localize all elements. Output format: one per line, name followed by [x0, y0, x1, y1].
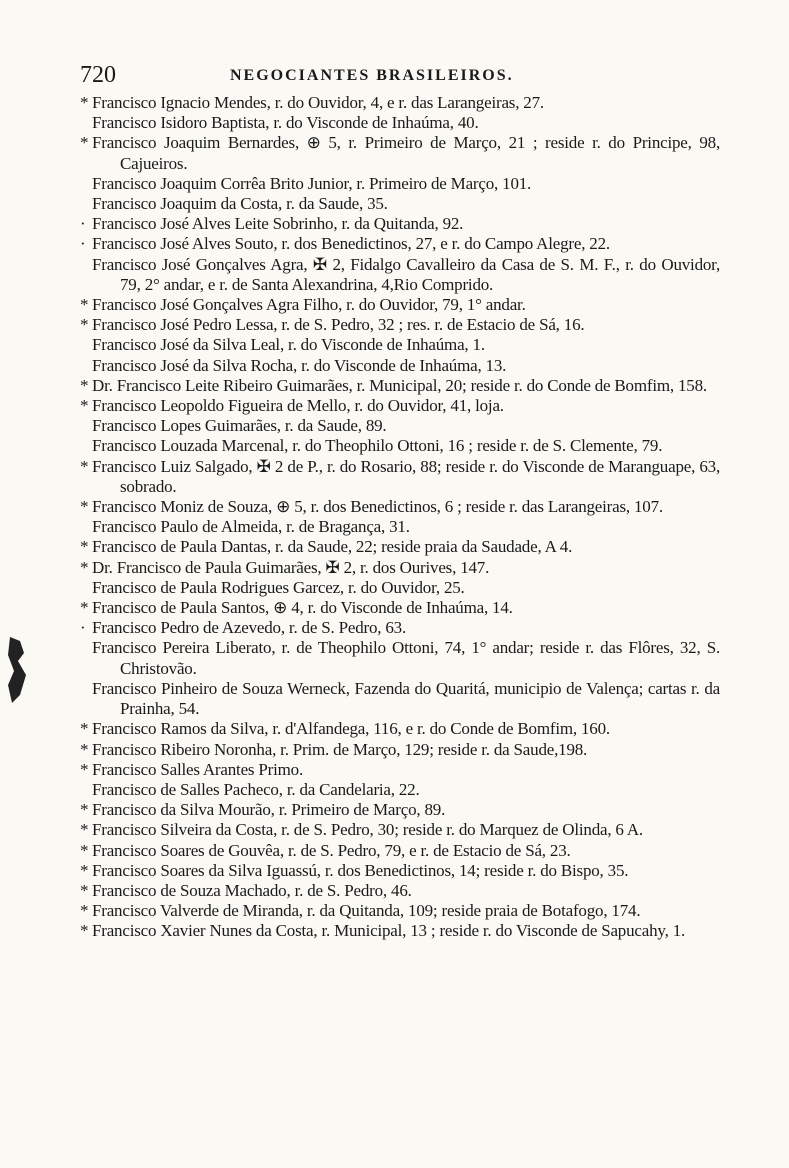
page-title: NEGOCIANTES BRASILEIROS. — [230, 67, 514, 84]
directory-entry — [80, 93, 720, 113]
entry-text: Francisco Leopoldo Figueira de Mello, r. do Ouvidor, 41, loja. — [92, 396, 504, 416]
entry-mark: · — [80, 234, 86, 254]
directory-entry — [80, 497, 720, 517]
entry-mark: * — [80, 800, 89, 820]
directory-entry — [80, 719, 720, 739]
entry-text: Francisco Joaquim da Costa, r. da Saude, 35. — [92, 194, 388, 214]
entry-text: Francisco Ramos da Silva, r. d'Alfandega, 116, e r. do Conde de Bomfim, 160. — [92, 719, 610, 739]
entry-text: Francisco Valverde de Miranda, r. da Quitanda, 109; reside praia de Botafogo, 174. — [92, 901, 641, 921]
entry-text: Francisco José Gonçalves Agra Filho, r. do Ouvidor, 79, 1° andar. — [92, 295, 526, 315]
directory-entry — [80, 315, 720, 335]
entry-text: Francisco Silveira da Costa, r. de S. Pedro, 30; reside r. do Marquez de Olinda, 6 A. — [92, 820, 643, 840]
entry-text: Francisco Paulo de Almeida, r. de Bragança, 31. — [92, 517, 410, 537]
entry-mark: * — [80, 396, 89, 416]
directory-entry — [80, 436, 720, 456]
directory-entry — [80, 113, 720, 133]
directory-entry — [80, 598, 720, 618]
entry-mark: * — [80, 456, 89, 476]
entry-text: Francisco José Gonçalves Agra, ✠ 2, Fidalgo Cavalleiro da Casa de S. M. F., r. do Ouvidor, 79, 2° andar, e r. de Santa Alexandrina, 4,Rio Comprido. — [92, 254, 720, 294]
directory-entry — [80, 780, 720, 800]
directory-entry — [80, 618, 720, 638]
entry-text: Francisco José da Silva Leal, r. do Visconde de Inhaúma, 1. — [92, 335, 485, 355]
entry-text: Francisco José da Silva Rocha, r. do Visconde de Inhaúma, 13. — [92, 355, 507, 375]
directory-entry — [80, 841, 720, 861]
directory-entry — [80, 174, 720, 194]
entry-mark: * — [80, 497, 89, 517]
entry-text: Francisco Louzada Marcenal, r. do Theophilo Ottoni, 16 ; reside r. de S. Clemente, 79. — [92, 436, 663, 456]
entry-text: Francisco de Paula Rodrigues Garcez, r. do Ouvidor, 25. — [92, 577, 465, 597]
entry-text: Francisco Soares da Silva Iguassú, r. dos Benedictinos, 14; reside r. do Bispo, 35. — [92, 860, 629, 880]
entry-text: Dr. Francisco Leite Ribeiro Guimarães, r. Municipal, 20; reside r. do Conde de Bomfim, 158. — [92, 375, 707, 395]
entry-text: Francisco Ribeiro Noronha, r. Prim. de Março, 129; reside r. da Saude,198. — [92, 739, 588, 759]
entry-mark: * — [80, 598, 89, 618]
entry-mark: * — [80, 860, 89, 880]
entry-mark: * — [80, 557, 89, 577]
directory-entry — [80, 295, 720, 315]
directory-entry — [80, 901, 720, 921]
entry-text: Francisco de Souza Machado, r. de S. Pedro, 46. — [92, 880, 412, 900]
entry-mark: * — [80, 295, 89, 315]
entry-text: Francisco Joaquim Corrêa Brito Junior, r. Primeiro de Março, 101. — [92, 173, 532, 193]
directory-entry — [80, 234, 720, 254]
entry-mark: * — [80, 840, 89, 860]
entry-mark: * — [80, 719, 89, 739]
directory-entry — [80, 679, 720, 719]
entry-mark: · — [80, 214, 86, 234]
entry-mark: · — [80, 618, 86, 638]
directory-entries — [80, 93, 720, 942]
directory-entry — [80, 861, 720, 881]
entry-text: Francisco Isidoro Baptista, r. do Visconde de Inhaúma, 40. — [92, 113, 479, 133]
directory-entry — [80, 194, 720, 214]
directory-entry — [80, 921, 720, 941]
entry-text: Francisco Pinheiro de Souza Werneck, Fazenda do Quaritá, municipio de Valença; cartas r. da Prainha, 54. — [92, 678, 720, 719]
entry-text: Francisco de Paula Dantas, r. da Saude, 22; reside praia da Saudade, A 4. — [92, 537, 573, 557]
directory-entry — [80, 881, 720, 901]
entry-text: Dr. Francisco de Paula Guimarães, ✠ 2, r. dos Ourives, 147. — [92, 557, 490, 577]
directory-entry — [80, 638, 720, 678]
entry-text: Francisco Salles Arantes Primo. — [92, 759, 303, 779]
entry-mark: * — [80, 759, 89, 779]
entry-mark: * — [80, 901, 89, 921]
directory-entry — [80, 740, 720, 760]
page-header — [80, 62, 720, 92]
directory-entry — [80, 537, 720, 557]
directory-entry — [80, 820, 720, 840]
entry-mark: * — [80, 537, 89, 557]
directory-entry — [80, 800, 720, 820]
directory-entry — [80, 396, 720, 416]
directory-entry — [80, 578, 720, 598]
entry-text: Francisco Pereira Liberato, r. de Theophilo Ottoni, 74, 1° andar; reside r. das Flôres, 32, S. Christovão. — [92, 638, 720, 678]
directory-entry — [80, 335, 720, 355]
page-number: 720 — [80, 62, 116, 88]
entry-text: Francisco Lopes Guimarães, r. da Saude, 89. — [92, 416, 387, 436]
directory-entry — [80, 133, 720, 173]
entry-mark: * — [80, 820, 89, 840]
entry-text: Francisco Joaquim Bernardes, ⊕ 5, r. Primeiro de Março, 21 ; reside r. do Principe, 98, Cajueiros. — [92, 133, 720, 173]
directory-entry — [80, 416, 720, 436]
entry-text: Francisco Soares de Gouvêa, r. de S. Pedro, 79, e r. de Estacio de Sá, 23. — [92, 840, 571, 860]
entry-text: Francisco José Alves Souto, r. dos Benedictinos, 27, e r. do Campo Alegre, 22. — [92, 234, 610, 254]
entry-mark: * — [80, 375, 89, 395]
entry-mark: * — [80, 880, 89, 900]
entry-text: Francisco Pedro de Azevedo, r. de S. Pedro, 63. — [92, 618, 407, 638]
ink-blot — [6, 635, 28, 705]
directory-entry — [80, 214, 720, 234]
directory-entry — [80, 255, 720, 295]
directory-entry — [80, 376, 720, 396]
entry-mark: * — [80, 739, 89, 759]
directory-entry — [80, 457, 720, 497]
directory-entry — [80, 356, 720, 376]
entry-text: Francisco de Salles Pacheco, r. da Candelaria, 22. — [92, 779, 420, 799]
entry-text: Francisco José Alves Leite Sobrinho, r. da Quitanda, 92. — [92, 214, 464, 234]
entry-text: Francisco Xavier Nunes da Costa, r. Municipal, 13 ; reside r. do Visconde de Sapucahy, 1. — [92, 921, 686, 941]
entry-text: Francisco Moniz de Souza, ⊕ 5, r. dos Benedictinos, 6 ; reside r. das Larangeiras, 107. — [92, 497, 663, 517]
directory-entry — [80, 558, 720, 578]
entry-text: Francisco da Silva Mourão, r. Primeiro de Março, 89. — [92, 800, 446, 820]
entry-text: Francisco de Paula Santos, ⊕ 4, r. do Visconde de Inhaúma, 14. — [92, 598, 513, 618]
entry-mark: * — [80, 133, 89, 153]
directory-entry — [80, 517, 720, 537]
entry-text: Francisco José Pedro Lessa, r. de S. Pedro, 32 ; res. r. de Estacio de Sá, 16. — [92, 315, 585, 335]
directory-entry — [80, 760, 720, 780]
entry-mark: * — [80, 921, 89, 941]
entry-mark: * — [80, 315, 89, 335]
entry-mark: * — [80, 93, 89, 112]
entry-text: Francisco Ignacio Mendes, r. do Ouvidor, 4, e r. das Larangeiras, 27. — [92, 93, 544, 112]
entry-text: Francisco Luiz Salgado, ✠ 2 de P., r. do Rosario, 88; reside r. do Visconde de Maranguape, 63, sobrado. — [92, 456, 720, 496]
